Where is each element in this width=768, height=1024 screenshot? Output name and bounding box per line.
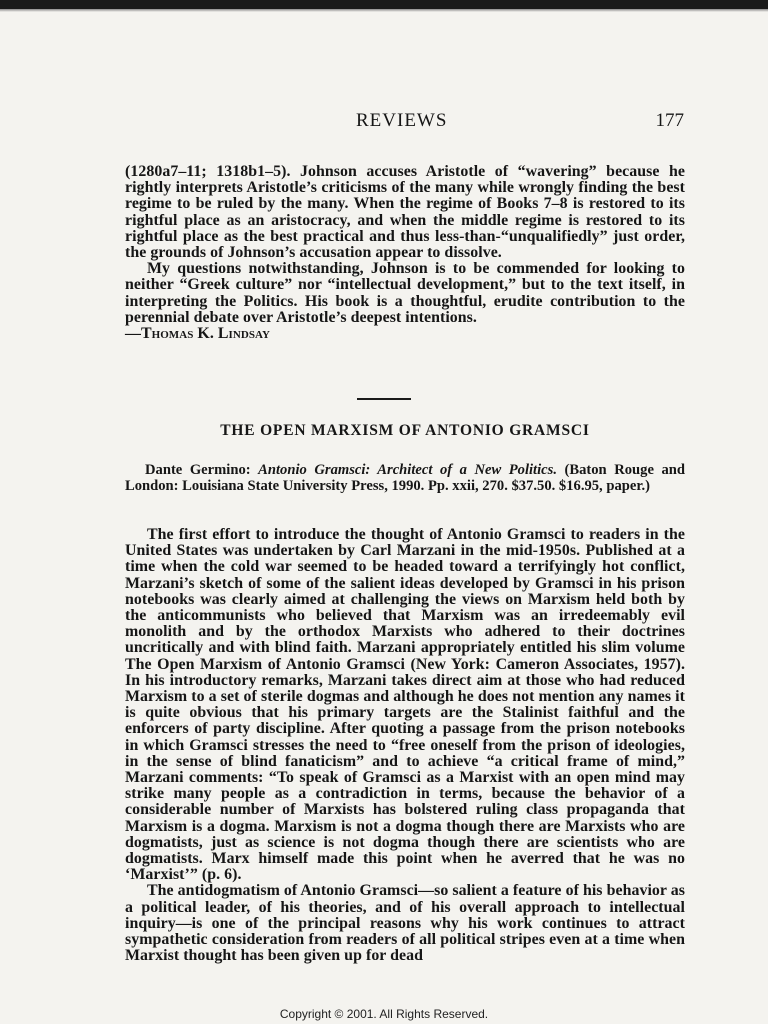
reviewer-signature: —Thomas K. Lindsay <box>125 325 270 343</box>
scan-edge <box>0 0 768 9</box>
review-body <box>125 527 685 964</box>
page-number: 177 <box>655 110 684 131</box>
previous-review-paragraph-2: My questions notwithstanding, Johnson is to be commended for looking to neither “Greek culture” nor “intellectual development,” but to the text itself, in interpreting the Politics. His book is a thoughtful, erudite contribution to the perennial debate over Aristotle’s deepest intentions. <box>125 260 685 326</box>
section-divider <box>357 398 411 400</box>
page-header <box>124 110 684 136</box>
citation-author: Dante Germino: <box>145 462 259 478</box>
review-title: THE OPEN MARXISM OF ANTONIO GRAMSCI <box>220 422 590 439</box>
copyright-footer: Copyright © 2001. All Rights Reserved. <box>279 1007 489 1021</box>
previous-review-paragraph-1: (1280a7–11; 1318b1–5). Johnson accuses Aristotle of “wavering” because he rightly interprets Aristotle’s criticisms of the many while wrongly finding the best regime to be ruled by the many. When the regime of Books 7–8 is restored to its rightful place as an aristocracy, and when the middle regime is restored to its rightful place as the best practical and thus less-than-“unqualifiedly” just order, the grounds of Johnson’s accusation appear to dissolve. <box>125 163 685 262</box>
citation-book-title: Antonio Gramsci: Architect of a New Politics. <box>258 462 557 478</box>
citation-details: (Baton Rouge and London: Louisiana State University Press, 1990. Pp. xxii, 270. $37.50. $16.95, paper.) <box>125 462 685 494</box>
review-paragraph-1: The first effort to introduce the thought of Antonio Gramsci to readers in the United States was undertaken by Carl Marzani in the mid-1950s. Published at a time when the cold war seemed to be headed toward a terrifyingly hot conflict, Marzani’s sketch of some of the salient ideas developed by Gramsci in his prison notebooks was clearly aimed at challenging the views on Marxism held both by the anticommunists who believed that Marxism was an irredeemably evil monolith and by the orthodox Marxists who adhered to their doctrines uncritically and with blind faith. Marzani appropriately entitled his slim volume The Open Marxism of Antonio Gramsci (New York: Cameron Associates, 1957). In his introductory remarks, Marzani takes direct aim at those who had reduced Marxism to a set of sterile dogmas and although he does not mention any names it is quite obvious that his primary targets are the Stalinist faithful and the enforcers of party discipline. After quoting a passage from the prison notebooks in which Gramsci stresses the need to “free oneself from the prison of ideologies, in the sense of blind fanaticism” and to achieve “a critical frame of mind,” Marzani comments: “To speak of Gramsci as a Marxist with an open mind may strike many people as a contradiction in terms, because the behavior of a considerable number of Marxists has bolstered ruling class propaganda that Marxism is a dogma. Marxism is not a dogma though there are Marxists who are dogmatists, just as science is not dogma though there are scientists who are dogmatists. Marx himself made this point when he averred that he was no ‘Marxist’” (p. 6). <box>125 526 685 884</box>
running-head: REVIEWS <box>356 110 448 131</box>
previous-review-text <box>125 164 685 342</box>
review-paragraph-2: The antidogmatism of Antonio Gramsci—so salient a feature of his behavior as a political leader, of his theories, and of his overall approach to intellectual inquiry—is one of the principal reasons why his work continues to attract sympathetic consideration from readers of all political stripes even at a time when Marxist thought has been given up for dead <box>125 882 685 965</box>
book-citation <box>125 462 685 494</box>
